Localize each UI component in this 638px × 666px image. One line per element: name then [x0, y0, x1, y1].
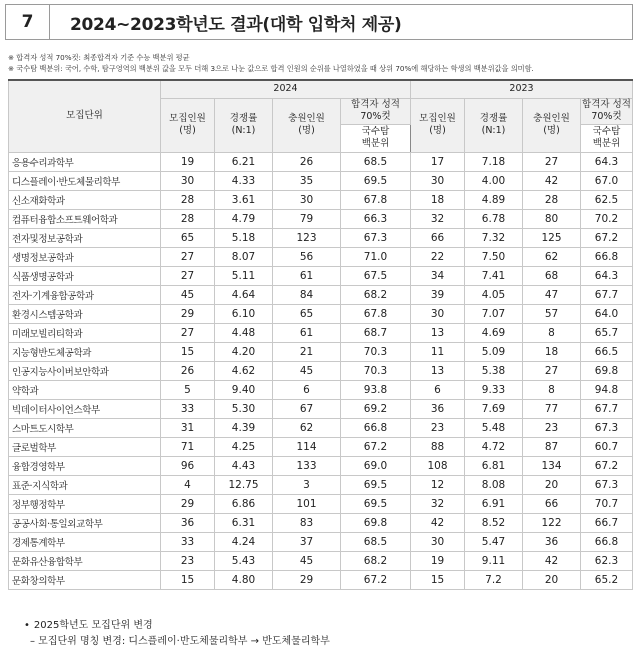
- unit-name-cell: 정부행정학부: [9, 494, 161, 513]
- value-cell: 27: [523, 152, 581, 171]
- value-cell: 62: [523, 247, 581, 266]
- value-cell: 65: [273, 304, 341, 323]
- value-cell: 62.3: [581, 551, 633, 570]
- note-1: ※ 합격자 성적 70%컷: 최종합격자 기준 수능 백분위 평균: [8, 53, 190, 62]
- value-cell: 5: [161, 380, 215, 399]
- table-row: [9, 152, 633, 171]
- value-cell: 66.8: [581, 532, 633, 551]
- value-cell: 62: [273, 418, 341, 437]
- value-cell: 17: [411, 152, 465, 171]
- value-cell: 67.0: [581, 171, 633, 190]
- value-cell: 7.69: [465, 399, 523, 418]
- value-cell: 23: [161, 551, 215, 570]
- value-cell: 8.08: [465, 475, 523, 494]
- table-row: [9, 475, 633, 494]
- table-row: [9, 418, 633, 437]
- value-cell: 3.61: [215, 190, 273, 209]
- value-cell: 64.3: [581, 266, 633, 285]
- unit-name-cell: 전자및정보공학과: [9, 228, 161, 247]
- table-row: [9, 285, 633, 304]
- unit-name-cell: 인공지능사이버보안학과: [9, 361, 161, 380]
- value-cell: 67.3: [581, 475, 633, 494]
- value-cell: 34: [411, 266, 465, 285]
- value-cell: 30: [411, 532, 465, 551]
- value-cell: 4.69: [465, 323, 523, 342]
- table-row: [9, 342, 633, 361]
- table-row: [9, 304, 633, 323]
- value-cell: 4.80: [215, 570, 273, 589]
- value-cell: 26: [273, 152, 341, 171]
- table-row: [9, 570, 633, 589]
- value-cell: 114: [273, 437, 341, 456]
- value-cell: 67.3: [341, 228, 411, 247]
- value-cell: 20: [523, 475, 581, 494]
- value-cell: 28: [161, 209, 215, 228]
- table-row: [9, 513, 633, 532]
- footer-notes: [24, 618, 330, 650]
- value-cell: 84: [273, 285, 341, 304]
- value-cell: 65: [161, 228, 215, 247]
- table-row: [9, 551, 633, 570]
- value-cell: 36: [523, 532, 581, 551]
- value-cell: 4.25: [215, 437, 273, 456]
- value-cell: 66.8: [581, 247, 633, 266]
- value-cell: 18: [411, 190, 465, 209]
- value-cell: 4.20: [215, 342, 273, 361]
- value-cell: 22: [411, 247, 465, 266]
- value-cell: 33: [161, 399, 215, 418]
- table-row: [9, 247, 633, 266]
- value-cell: 69.5: [341, 494, 411, 513]
- value-cell: 26: [161, 361, 215, 380]
- table-row: [9, 228, 633, 247]
- value-cell: 67.8: [341, 304, 411, 323]
- results-table: [8, 79, 633, 590]
- unit-name-cell: 경제통계학부: [9, 532, 161, 551]
- value-cell: 8.52: [465, 513, 523, 532]
- value-cell: 134: [523, 456, 581, 475]
- value-cell: 68: [523, 266, 581, 285]
- value-cell: 28: [161, 190, 215, 209]
- value-cell: 13: [411, 361, 465, 380]
- value-cell: 93.8: [341, 380, 411, 399]
- value-cell: 65.2: [581, 570, 633, 589]
- value-cell: 31: [161, 418, 215, 437]
- value-cell: 67.2: [341, 570, 411, 589]
- unit-name-cell: 환경시스템공학과: [9, 304, 161, 323]
- value-cell: 5.48: [465, 418, 523, 437]
- value-cell: 12.75: [215, 475, 273, 494]
- value-cell: 67.7: [581, 399, 633, 418]
- value-cell: 19: [411, 551, 465, 570]
- section-title-box: [5, 4, 633, 40]
- value-cell: 69.2: [341, 399, 411, 418]
- value-cell: 67.2: [581, 228, 633, 247]
- value-cell: 6: [411, 380, 465, 399]
- value-cell: 6.91: [465, 494, 523, 513]
- value-cell: 71: [161, 437, 215, 456]
- table-row: [9, 456, 633, 475]
- table-row: [9, 323, 633, 342]
- value-cell: 29: [161, 494, 215, 513]
- value-cell: 123: [273, 228, 341, 247]
- unit-name-cell: 공공사회·통일외교학부: [9, 513, 161, 532]
- col-header-total-2024: 충원인원 (명): [273, 98, 341, 152]
- value-cell: 35: [273, 171, 341, 190]
- value-cell: 36: [161, 513, 215, 532]
- value-cell: 4.43: [215, 456, 273, 475]
- value-cell: 42: [411, 513, 465, 532]
- value-cell: 6.21: [215, 152, 273, 171]
- value-cell: 27: [161, 323, 215, 342]
- value-cell: 7.50: [465, 247, 523, 266]
- value-cell: 9.11: [465, 551, 523, 570]
- value-cell: 69.8: [341, 513, 411, 532]
- table-row: [9, 266, 633, 285]
- value-cell: 80: [523, 209, 581, 228]
- value-cell: 8: [523, 380, 581, 399]
- value-cell: 7.41: [465, 266, 523, 285]
- unit-name-cell: 스마트도시학부: [9, 418, 161, 437]
- value-cell: 3: [273, 475, 341, 494]
- value-cell: 68.2: [341, 551, 411, 570]
- unit-name-cell: 표준·지식학과: [9, 475, 161, 494]
- value-cell: 42: [523, 551, 581, 570]
- table-row: [9, 494, 633, 513]
- value-cell: 30: [161, 171, 215, 190]
- value-cell: 65.7: [581, 323, 633, 342]
- value-cell: 67.8: [341, 190, 411, 209]
- value-cell: 5.09: [465, 342, 523, 361]
- col-header-total-2023: 충원인원 (명): [523, 98, 581, 152]
- value-cell: 67.2: [581, 456, 633, 475]
- value-cell: 45: [273, 361, 341, 380]
- value-cell: 4.72: [465, 437, 523, 456]
- value-cell: 42: [523, 171, 581, 190]
- footer-detail: – 모집단위 명칭 변경: 디스플레이·반도체물리학부 → 반도체물리학부: [30, 636, 330, 647]
- unit-name-cell: 약학과: [9, 380, 161, 399]
- value-cell: 61: [273, 323, 341, 342]
- value-cell: 4.64: [215, 285, 273, 304]
- value-cell: 7.32: [465, 228, 523, 247]
- value-cell: 69.8: [581, 361, 633, 380]
- col-header-unit: 모집단위: [9, 80, 161, 152]
- value-cell: 96: [161, 456, 215, 475]
- value-cell: 30: [411, 171, 465, 190]
- value-cell: 68.7: [341, 323, 411, 342]
- col-header-cut-2023: 합격자 성적 70%컷: [582, 99, 631, 122]
- value-cell: 67.5: [341, 266, 411, 285]
- col-header-cutsub-2023: 국수탐 백분위: [581, 124, 633, 152]
- table-row: [9, 532, 633, 551]
- unit-name-cell: 디스플레이·반도체물리학부: [9, 171, 161, 190]
- value-cell: 12: [411, 475, 465, 494]
- value-cell: 7.2: [465, 570, 523, 589]
- value-cell: 77: [523, 399, 581, 418]
- value-cell: 8: [523, 323, 581, 342]
- value-cell: 30: [273, 190, 341, 209]
- value-cell: 27: [161, 266, 215, 285]
- value-cell: 39: [411, 285, 465, 304]
- value-cell: 6: [273, 380, 341, 399]
- value-cell: 5.38: [465, 361, 523, 380]
- value-cell: 70.7: [581, 494, 633, 513]
- table-row: [9, 361, 633, 380]
- results-table-body: [9, 152, 633, 589]
- value-cell: 88: [411, 437, 465, 456]
- col-header-comp-2023: 경쟁률 (N:1): [465, 98, 523, 152]
- value-cell: 5.30: [215, 399, 273, 418]
- value-cell: 6.10: [215, 304, 273, 323]
- footer-bullet: 2025학년도 모집단위 변경: [33, 620, 153, 631]
- value-cell: 60.7: [581, 437, 633, 456]
- unit-name-cell: 문화창의학부: [9, 570, 161, 589]
- value-cell: 66.3: [341, 209, 411, 228]
- value-cell: 19: [161, 152, 215, 171]
- value-cell: 70.3: [341, 342, 411, 361]
- value-cell: 71.0: [341, 247, 411, 266]
- value-cell: 69.5: [341, 171, 411, 190]
- value-cell: 5.47: [465, 532, 523, 551]
- unit-name-cell: 빅데이터사이언스학부: [9, 399, 161, 418]
- value-cell: 5.18: [215, 228, 273, 247]
- value-cell: 29: [161, 304, 215, 323]
- value-cell: 15: [161, 570, 215, 589]
- unit-name-cell: 지능형반도체공학과: [9, 342, 161, 361]
- value-cell: 7.07: [465, 304, 523, 323]
- value-cell: 70.2: [581, 209, 633, 228]
- value-cell: 45: [273, 551, 341, 570]
- unit-name-cell: 글로벌학부: [9, 437, 161, 456]
- unit-name-cell: 컴퓨터융합소프트웨어학과: [9, 209, 161, 228]
- value-cell: 6.86: [215, 494, 273, 513]
- value-cell: 67.2: [341, 437, 411, 456]
- value-cell: 94.8: [581, 380, 633, 399]
- value-cell: 32: [411, 209, 465, 228]
- value-cell: 87: [523, 437, 581, 456]
- value-cell: 27: [523, 361, 581, 380]
- note-2: ※ 국수탐 백분위: 국어, 수학, 탐구영역의 백분위 값을 모두 더해 3으로 나눈 값으로 합격 인원의 순위를 나열하였을 때 상위 70%에 해당하는 학생의 백분위값을 의미함.: [8, 64, 534, 73]
- value-cell: 79: [273, 209, 341, 228]
- value-cell: 4.00: [465, 171, 523, 190]
- value-cell: 36: [411, 399, 465, 418]
- value-cell: 13: [411, 323, 465, 342]
- value-cell: 64.3: [581, 152, 633, 171]
- table-row: [9, 380, 633, 399]
- value-cell: 68.5: [341, 152, 411, 171]
- value-cell: 4.48: [215, 323, 273, 342]
- value-cell: 45: [161, 285, 215, 304]
- value-cell: 4.62: [215, 361, 273, 380]
- value-cell: 69.5: [341, 475, 411, 494]
- value-cell: 66.7: [581, 513, 633, 532]
- table-row: [9, 171, 633, 190]
- value-cell: 83: [273, 513, 341, 532]
- unit-name-cell: 생명정보공학과: [9, 247, 161, 266]
- unit-name-cell: 융합경영학부: [9, 456, 161, 475]
- value-cell: 7.18: [465, 152, 523, 171]
- table-row: [9, 399, 633, 418]
- year-header-2024: 2024: [161, 80, 411, 98]
- value-cell: 4.79: [215, 209, 273, 228]
- value-cell: 15: [411, 570, 465, 589]
- value-cell: 37: [273, 532, 341, 551]
- value-cell: 56: [273, 247, 341, 266]
- value-cell: 66: [523, 494, 581, 513]
- unit-name-cell: 전자·기계융합공학과: [9, 285, 161, 304]
- value-cell: 29: [273, 570, 341, 589]
- value-cell: 33: [161, 532, 215, 551]
- value-cell: 67.3: [581, 418, 633, 437]
- value-cell: 6.81: [465, 456, 523, 475]
- value-cell: 11: [411, 342, 465, 361]
- value-cell: 122: [523, 513, 581, 532]
- value-cell: 21: [273, 342, 341, 361]
- value-cell: 9.33: [465, 380, 523, 399]
- section-title: 2024~2023학년도 결과(대학 입학처 제공): [70, 14, 402, 35]
- value-cell: 67: [273, 399, 341, 418]
- value-cell: 125: [523, 228, 581, 247]
- table-row: [9, 209, 633, 228]
- col-header-recruit-2024: 모집인원 (명): [161, 98, 215, 152]
- value-cell: 101: [273, 494, 341, 513]
- unit-name-cell: 미래모빌리티학과: [9, 323, 161, 342]
- value-cell: 68.5: [341, 532, 411, 551]
- col-header-cut-2024: 합격자 성적 70%컷: [341, 98, 411, 124]
- value-cell: 4.24: [215, 532, 273, 551]
- value-cell: 6.31: [215, 513, 273, 532]
- value-cell: 5.11: [215, 266, 273, 285]
- value-cell: 4.39: [215, 418, 273, 437]
- value-cell: 66.5: [581, 342, 633, 361]
- value-cell: 4.33: [215, 171, 273, 190]
- value-cell: 32: [411, 494, 465, 513]
- value-cell: 4.89: [465, 190, 523, 209]
- value-cell: 18: [523, 342, 581, 361]
- table-row: [9, 190, 633, 209]
- value-cell: 68.2: [341, 285, 411, 304]
- value-cell: 66.8: [341, 418, 411, 437]
- value-cell: 20: [523, 570, 581, 589]
- value-cell: 27: [161, 247, 215, 266]
- value-cell: 4.05: [465, 285, 523, 304]
- value-cell: 23: [523, 418, 581, 437]
- value-cell: 69.0: [341, 456, 411, 475]
- results-table-wrap: [8, 79, 632, 590]
- unit-name-cell: 응용수리과학부: [9, 152, 161, 171]
- value-cell: 108: [411, 456, 465, 475]
- value-cell: 28: [523, 190, 581, 209]
- value-cell: 61: [273, 266, 341, 285]
- value-cell: 5.43: [215, 551, 273, 570]
- unit-name-cell: 문화유산융합학부: [9, 551, 161, 570]
- value-cell: 66: [411, 228, 465, 247]
- value-cell: 57: [523, 304, 581, 323]
- col-header-cutsub-2024: 국수탐 백분위: [341, 124, 411, 152]
- col-header-comp-2024: 경쟁률 (N:1): [215, 98, 273, 152]
- table-row: [9, 437, 633, 456]
- col-header-recruit-2023: 모집인원 (명): [411, 98, 465, 152]
- notes: [8, 52, 632, 74]
- value-cell: 8.07: [215, 247, 273, 266]
- value-cell: 64.0: [581, 304, 633, 323]
- value-cell: 6.78: [465, 209, 523, 228]
- value-cell: 47: [523, 285, 581, 304]
- value-cell: 133: [273, 456, 341, 475]
- value-cell: 15: [161, 342, 215, 361]
- value-cell: 30: [411, 304, 465, 323]
- value-cell: 70.3: [341, 361, 411, 380]
- value-cell: 9.40: [215, 380, 273, 399]
- bullet-icon: •: [24, 620, 30, 631]
- year-header-2023: 2023: [411, 80, 633, 98]
- value-cell: 67.7: [581, 285, 633, 304]
- unit-name-cell: 신소재화학과: [9, 190, 161, 209]
- unit-name-cell: 식품생명공학과: [9, 266, 161, 285]
- value-cell: 4: [161, 475, 215, 494]
- section-number: 7: [6, 5, 50, 39]
- value-cell: 62.5: [581, 190, 633, 209]
- value-cell: 23: [411, 418, 465, 437]
